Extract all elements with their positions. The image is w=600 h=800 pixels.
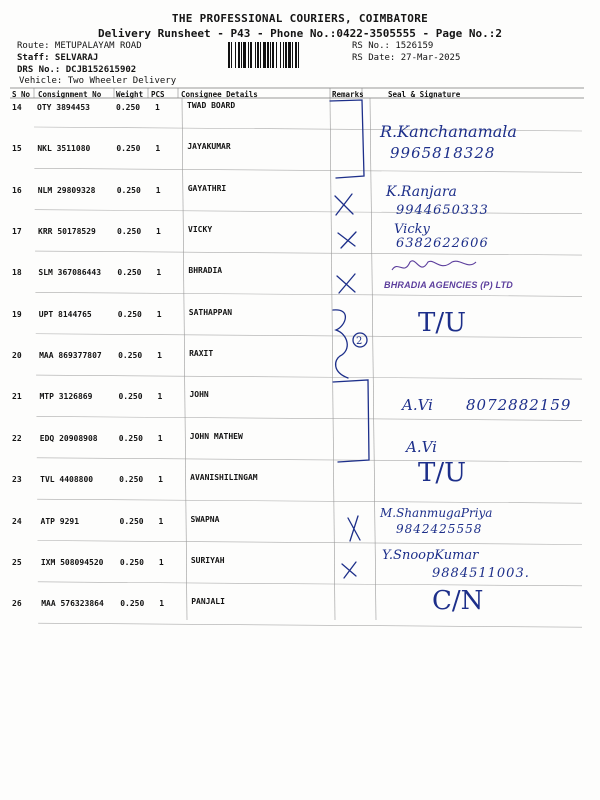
col-remarks: Remarks <box>332 90 364 99</box>
signature-vicky: Vicky <box>394 222 430 237</box>
rs-date: RS Date: 27-Mar-2025 <box>352 53 461 63</box>
signature-ranjara: K.Ranjara <box>386 184 457 200</box>
remark-number: 2 <box>356 336 363 347</box>
row-consignee: SWAPNA <box>190 514 220 524</box>
row-consignment: MAA 869377807 <box>39 351 102 361</box>
row-pcs: 1 <box>156 309 162 319</box>
row-weight: 0.250 <box>119 557 144 567</box>
col-sno: S No <box>12 90 31 99</box>
row-consignment: EDQ 20908908 <box>39 433 98 443</box>
row-pcs: 1 <box>159 599 165 609</box>
signature-tu-19: T/U <box>418 308 467 338</box>
row-pcs: 1 <box>156 227 161 237</box>
signature-tu-23: T/U <box>418 458 467 488</box>
row-pcs: 1 <box>158 557 164 567</box>
staff-label: Staff: SELVARAJ <box>17 53 99 63</box>
col-pcs: PCS <box>151 90 165 99</box>
row-pcs: 1 <box>157 392 163 402</box>
row-pcs: 1 <box>155 144 161 154</box>
row-weight: 0.250 <box>119 475 144 485</box>
row-consignee: TWAD BOARD <box>187 101 236 110</box>
row-sno: 17 <box>12 227 22 237</box>
runsheet-subtitle: Delivery Runsheet - P43 - Phone No.:0422-3505555 - Page No.:2 <box>98 27 502 40</box>
row-sno: 25 <box>12 557 22 567</box>
phone-vicky: 6382622606 <box>396 236 489 251</box>
row-consignee: JOHN MATHEW <box>189 431 243 441</box>
runsheet-title: THE PROFESSIONAL COURIERS, COIMBATORE <box>171 12 429 25</box>
phone-avi: 8072882159 <box>466 396 572 414</box>
row-consignment: TVL 4408800 <box>40 475 94 485</box>
row-sno: 18 <box>12 268 22 278</box>
row-consignment: NKL 3511080 <box>37 144 91 154</box>
row-consignment: OTY 3894453 <box>37 103 90 112</box>
signature-shanmugapriya: M.ShanmugaPriya <box>380 506 493 520</box>
row-pcs: 1 <box>157 433 163 443</box>
row-consignee: RAXIT <box>189 349 214 359</box>
rs-number: RS No.: 1526159 <box>352 41 434 51</box>
row-consignment: NLM 29809328 <box>37 185 96 195</box>
row-weight: 0.250 <box>118 392 143 402</box>
signature-suriyah: Y.SnoopKumar <box>382 548 479 563</box>
row-sno: 19 <box>12 309 22 319</box>
row-sno: 14 <box>12 103 22 112</box>
phone-kanchanamala: 9965818328 <box>390 144 496 162</box>
row-consignment: MAA 576323864 <box>41 599 104 609</box>
row-consignee: BHRADIA <box>188 266 223 276</box>
row-weight: 0.250 <box>120 599 145 609</box>
row-consignment: SLM 367086443 <box>38 268 102 278</box>
row-sno: 21 <box>12 392 22 402</box>
col-consignee: Consignee Details <box>181 90 258 99</box>
row-pcs: 1 <box>156 268 162 278</box>
col-consignment: Consignment No <box>38 90 102 99</box>
row-weight: 0.250 <box>116 185 141 195</box>
phone-ranjara: 9944650333 <box>396 203 489 218</box>
row-consignee: AVANISHILINGAM <box>190 473 258 483</box>
row-weight: 0.250 <box>118 351 143 361</box>
row-pcs: 1 <box>155 185 161 195</box>
signature-kanchanamala: R.Kanchanamala <box>380 122 517 141</box>
row-pcs: 1 <box>157 351 162 361</box>
phone-shanmugapriya: 9842425558 <box>396 522 483 536</box>
row-consignee: JOHN <box>189 390 209 400</box>
row-weight: 0.250 <box>117 268 142 278</box>
row-sno: 23 <box>12 475 22 485</box>
drs-number: DRS No.: DCJB152615902 <box>17 65 137 75</box>
company-stamp: BHRADIA AGENCIES (P) LTD <box>384 280 513 290</box>
row-sno: 26 <box>12 599 22 609</box>
row-consignee: PANJALI <box>191 597 225 607</box>
row-weight: 0.250 <box>118 433 143 443</box>
row-sno: 24 <box>12 516 22 526</box>
row-consignee: GAYATHRI <box>187 183 227 193</box>
row-consignment: UPT 8144765 <box>38 309 92 319</box>
col-weight: Weight <box>116 90 144 99</box>
row-consignment: IXM 508094520 <box>40 557 104 567</box>
row-pcs: 1 <box>158 475 163 485</box>
row-consignee: JAYAKUMAR <box>187 142 231 152</box>
signature-avi-21: A.Vi <box>402 396 433 414</box>
row-weight: 0.250 <box>117 227 142 237</box>
row-consignment: KRR 50178529 <box>38 227 96 237</box>
row-weight: 0.250 <box>117 309 142 319</box>
row-sno: 22 <box>12 433 22 443</box>
row-consignee: VICKY <box>188 225 213 235</box>
row-weight: 0.250 <box>116 144 141 154</box>
signature-avi-22: A.Vi <box>406 438 437 456</box>
col-seal-signature: Seal & Signature <box>388 90 461 99</box>
row-sno: 15 <box>12 144 22 154</box>
row-weight: 0.250 <box>119 516 144 526</box>
vehicle-label: Vehicle: Two Wheeler Delivery <box>19 76 177 86</box>
row-pcs: 1 <box>158 516 164 526</box>
row-consignee: SURIYAH <box>190 555 225 565</box>
row-pcs: 1 <box>155 103 160 112</box>
row-consignment: ATP 9291 <box>40 516 80 526</box>
row-weight: 0.250 <box>116 103 141 112</box>
route-label: Route: METUPALAYAM ROAD <box>17 41 142 51</box>
row-consignment: MTP 3126869 <box>39 392 93 402</box>
row-consignee: SATHAPPAN <box>188 307 233 317</box>
row-sno: 20 <box>12 351 22 361</box>
row-sno: 16 <box>12 185 22 195</box>
signature-cn: C/N <box>432 586 484 616</box>
phone-suriyah: 9884511003. <box>432 566 530 581</box>
